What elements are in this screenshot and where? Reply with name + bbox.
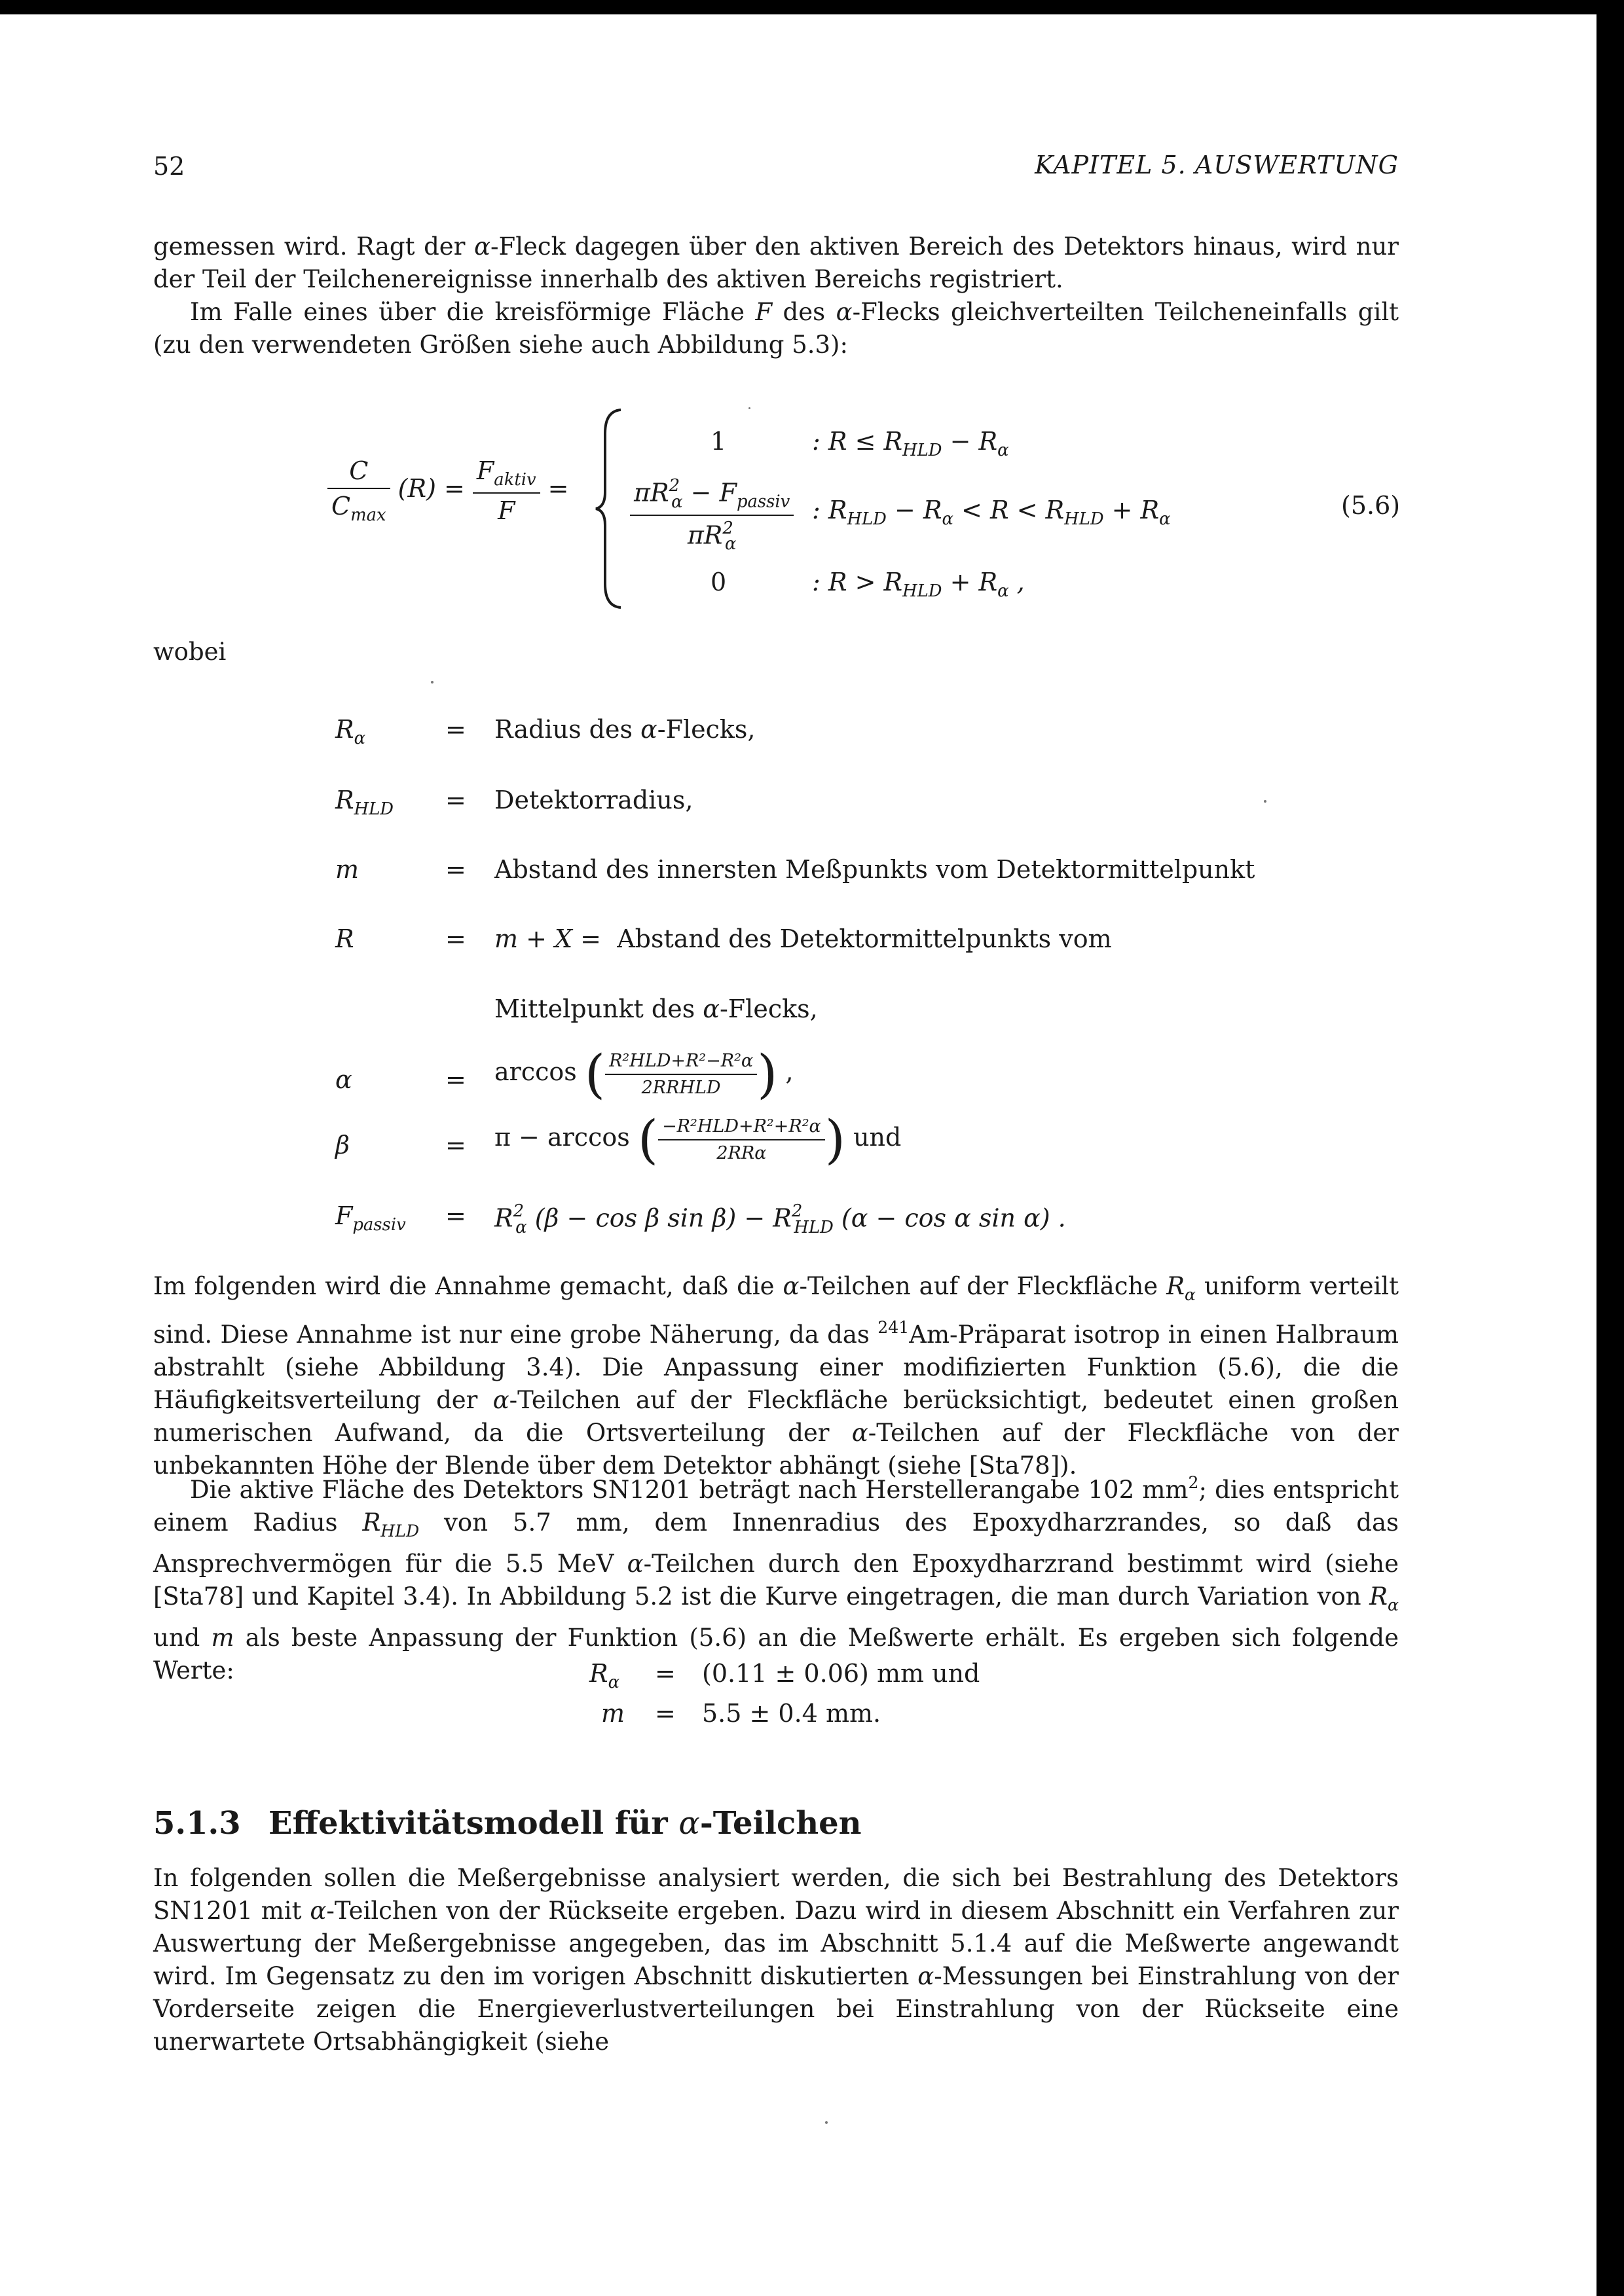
result-value-m: 5.5 ± 0.4 mm. [702,1699,881,1728]
result-sym-r-alpha: $R_\alpha$ [589,1659,620,1693]
section-paragraph: In folgenden sollen die Meßergebnisse analysiert werden, die sich bei Bestrahlung des Detektors SN1201 mit α-Teilchen von der Rückseite ergeben. Dazu wird in diesem Abschnitt ein Verfahren zur Auswertung der Meßergebnisse angegeben, das im Abschnitt 5.1.4 auf die Meßwerte angewandt wird. Im Gegensatz zu den im vorigen Abschnitt diskutierten α-Messungen bei Einstrahlung von der Vorderseite zeigen die Energieverlustverteilungen bei Einstrahlung von der Rückseite eine unerwartete Ortsabhängigkeit (siehe [153,1864,1399,2056]
result-sym-m: m [601,1699,625,1728]
def-eq: = [445,1131,466,1159]
def-expr-beta: π − arccos ( $\frac{\text{−R²HLD+R²+R²α}}{\text{2RRα}}$ ) und [494,1109,902,1170]
equation-lhs: $\frac{C}{C_{max}}$ (R) = $\frac{F_{aktiv}}{F}$ = [327,456,569,525]
def-sym-r: R [335,924,354,953]
wobei-label: wobei [153,638,227,666]
intro-paragraph-1: gemessen wird. Ragt der α-Fleck dagegen über den aktiven Bereich des Detektors hinaus, wird nur der Teil der Teilchenereignisse innerhalb des aktiven Bereichs registriert. [153,232,1399,293]
case-2-condition: : $R_{HLD} - R_\alpha < R < R_{HLD} + R_\alpha$ [812,496,1171,530]
result-value-r-alpha: (0.11 ± 0.06) mm und [702,1659,980,1688]
running-title: KAPITEL 5. AUSWERTUNG [1035,151,1399,179]
def-sym-r-hld: $R_{HLD}$ [335,786,394,820]
def-sym-r-alpha: $R_\alpha$ [335,715,366,749]
def-text-r-hld: Detektorradius, [494,786,693,814]
section-heading: 5.1.3 Effektivitätsmodell für α-Teilchen [153,1805,862,1842]
result-eq: = [655,1699,676,1728]
case-3-value: 0 [710,568,727,596]
scan-speck [825,2121,828,2124]
case-2-fraction: $\frac{\pi R^2_\alpha - F_{passiv}}{\pi R^2_\alpha}$ [630,476,794,554]
intro-paragraph-2: Im Falle eines über die kreisförmige Fläche F des α-Flecks gleichverteilten Teilcheneinfalls gilt (zu den verwendeten Größen siehe auch Abbildung 5.3): [153,298,1399,359]
def-expr-f-passiv: $R^2_\alpha$ (β − cos β $\sin \beta) - R^2_{HLD}$ (α − cos α sin α) . [494,1201,1066,1237]
def-eq: = [445,715,466,744]
scan-speck [1264,800,1266,803]
scan-speck [748,407,750,409]
def-eq: = [445,1201,466,1230]
body-paragraph-3: Im folgenden wird die Annahme gemacht, daß die α-Teilchen auf der Fleckfläche $R_\alpha$ uniform verteilt sind. Diese Annahme ist nur eine grobe Näherung, da das $^{241}$Am-Präparat isotrop in einen Halbraum abstrahlt (siehe Abbildung 3.4). Die Anpassung einer modifizierten Funktion (5.6), die die Häufigkeitsverteilung der α-Teilchen auf der Fleckfläche berücksichtigt, bedeutet einen großen numerischen Aufwand, da die Ortsverteilung der α-Teilchen auf der Fleckfläche von der unbekannten Höhe der Blende über dem Detektor abhängt (siehe [Sta78]). [153,1272,1399,1480]
scan-border-top [0,0,1624,14]
def-eq: = [445,786,466,814]
result-eq: = [655,1659,676,1688]
equation-number: (5.6) [1341,491,1401,520]
def-sym-beta: β [335,1131,350,1159]
cases-brace [593,407,626,610]
def-eq: = [445,1065,466,1094]
scan-border-right [1596,0,1624,2296]
def-expr-alpha: arccos ( $\frac{\text{R²HLD+R²−R²α}}{\text{2RRHLD}}$ ) , [494,1044,794,1104]
page-number: 52 [153,152,185,181]
document-page [0,14,1596,2296]
def-text-r-cont: Mittelpunkt des α-Flecks, [494,994,818,1023]
scan-speck [431,681,434,683]
body-paragraph-4: Die aktive Fläche des Detektors SN1201 beträgt nach Herstellerangabe 102 $mm^2$; dies entspricht einem Radius $R_{HLD}$ von 5.7 mm, dem Innenradius des Epoxydharzrandes, so daß das Ansprechvermögen für die 5.5 MeV α-Teilchen durch den Epoxydharzrand bestimmt wird (siehe [Sta78] und Kapitel 3.4). In Abbildung 5.2 ist die Kurve eingetragen, die man durch Variation von $R_\alpha$ und m als beste Anpassung der Funktion (5.6) an die Meßwerte erhält. Es ergeben sich folgende Werte: [153,1473,1399,1685]
def-sym-alpha: α [335,1065,352,1094]
def-sym-f-passiv: $F_{passiv}$ [335,1201,406,1235]
def-text-m: Abstand des innersten Meßpunkts vom Detektormittelpunkt [494,855,1255,884]
def-text-r-alpha: Radius des α-Flecks, [494,715,756,744]
case-1-value: 1 [710,427,727,456]
def-text-r: m + X = Abstand des Detektormittelpunkts vom [494,924,1112,953]
def-eq: = [445,924,466,953]
case-3-condition: : $R > R_{HLD} + R_\alpha$ , [812,568,1025,602]
case-1-condition: : $R \le R_{HLD} - R_\alpha$ [812,427,1009,461]
def-sym-m: m [335,855,360,884]
def-eq: = [445,855,466,884]
